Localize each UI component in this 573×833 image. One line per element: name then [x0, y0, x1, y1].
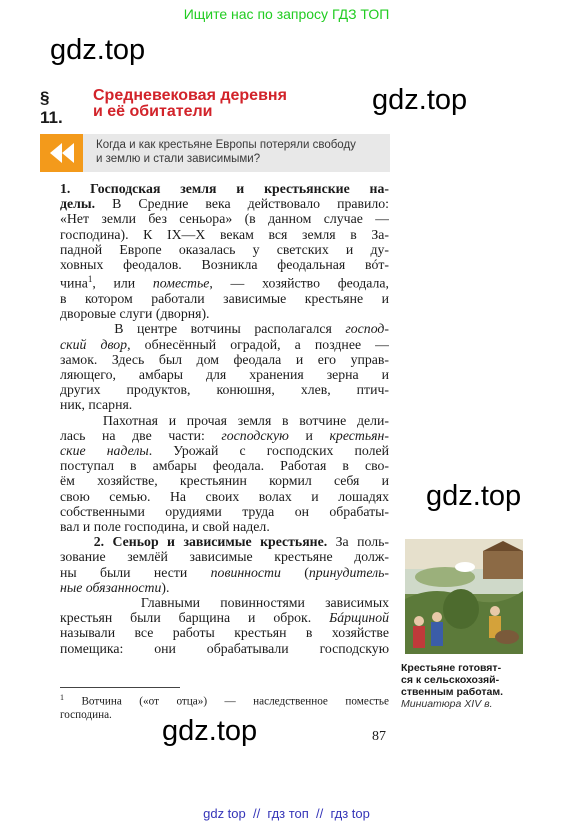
- rewind-icon: [40, 134, 83, 172]
- text-line: зование землёй зависимые крестьяне долж-: [60, 549, 389, 565]
- page-number: 87: [372, 729, 386, 744]
- top-banner[interactable]: Ищите нас по запросу ГДЗ ТОП: [183, 6, 390, 22]
- text-line: 2. Сеньор и зависимые крестьяне. За поль-: [60, 534, 389, 550]
- text-line: ник, псарня.: [60, 397, 133, 413]
- question-line2: и землю и стали зависимыми?: [96, 153, 261, 165]
- text-line: «Нет земли без сеньора» (в данном случае —: [60, 211, 389, 227]
- text-line: ляющего, амбары для хранения зерна и: [60, 367, 389, 383]
- watermark: gdz.top: [372, 84, 468, 116]
- text-line: крестьян были барщина и оброк. Бáрщиной: [60, 610, 389, 626]
- peasants-illustration: [405, 539, 523, 654]
- section-title-line2: и её обитатели: [93, 103, 213, 120]
- question-line1: Когда и как крестьяне Европы потеряли свободу: [96, 139, 356, 151]
- text-line: падной Европе оказалась у светских и ду-: [60, 241, 389, 257]
- body-text: [60, 181, 389, 656]
- text-line: помещика: они обрабатывали господскую: [60, 640, 389, 656]
- text-line: делы. В Средние века действовало правило:: [60, 196, 389, 212]
- text-line: чина$^1$, или поместье, — хозяйство феодала,: [60, 274, 389, 291]
- figure-caption: Крестьяне готовят- ся к сельскохозяй- ственным работам. Миниатюра XIV в.: [401, 662, 504, 710]
- text-line: ные обязанности).: [60, 579, 170, 595]
- section-title: [93, 88, 353, 120]
- text-line: собственными орудиями труда он обрабаты-: [60, 503, 389, 519]
- footnote: $^1$ Вотчина («от отца») — наследственное поместье господина.: [60, 693, 389, 721]
- text-line: ский двор, обнесённый оградой, а позднее —: [60, 336, 389, 352]
- text-line: называли все работы крестьян в хозяйстве: [60, 625, 389, 641]
- text-line: Главными повинностями зависимых: [60, 595, 389, 611]
- text-line: в котором работали зависимые крестьяне и: [60, 291, 389, 307]
- text-line: поступал в амбары феодала. Работая в сво-: [60, 458, 389, 474]
- section-title-line1: Средневековая деревня: [93, 87, 287, 104]
- text-line: лась на две части: господскую и крестьян-: [60, 427, 389, 443]
- question-box: [40, 134, 390, 172]
- text-line: господина). К IX—X векам вся земля в За-: [60, 226, 389, 242]
- bottom-banner[interactable]: gdz top // гдз топ // гдз top: [203, 806, 370, 821]
- text-line: дворовые слуги (дворня).: [60, 306, 210, 322]
- text-line: ховных феодалов. Возникла феодальная вóт-: [60, 257, 389, 273]
- watermark: gdz.top: [162, 715, 258, 747]
- text-line: свою семью. На своих волах и лошадях: [60, 488, 389, 504]
- text-line: 1. Господская земля и крестьянские на-: [60, 181, 389, 196]
- footnote-divider: [60, 687, 180, 688]
- text-line: ские наделы. Урожай с господских полей: [60, 443, 389, 459]
- text-line: В центре вотчины располагался господ-: [60, 321, 389, 337]
- watermark: gdz.top: [426, 480, 522, 512]
- section-number: § 11.: [40, 88, 63, 127]
- watermark: gdz.top: [50, 34, 146, 66]
- text-line: других продуктов, конюшня, хлев, птич-: [60, 382, 389, 398]
- text-line: замок. Здесь был дом феодала и его управ-: [60, 351, 389, 367]
- question-text: [96, 138, 388, 166]
- text-line: ны были нести повинности (принудитель-: [60, 564, 389, 580]
- text-line: Пахотная и прочая земля в вотчине дели-: [60, 412, 389, 428]
- text-line: ём хозяйстве, крестьянин кормил себя и: [60, 473, 389, 489]
- text-line: вал и поле господина, и свой надел.: [60, 519, 270, 535]
